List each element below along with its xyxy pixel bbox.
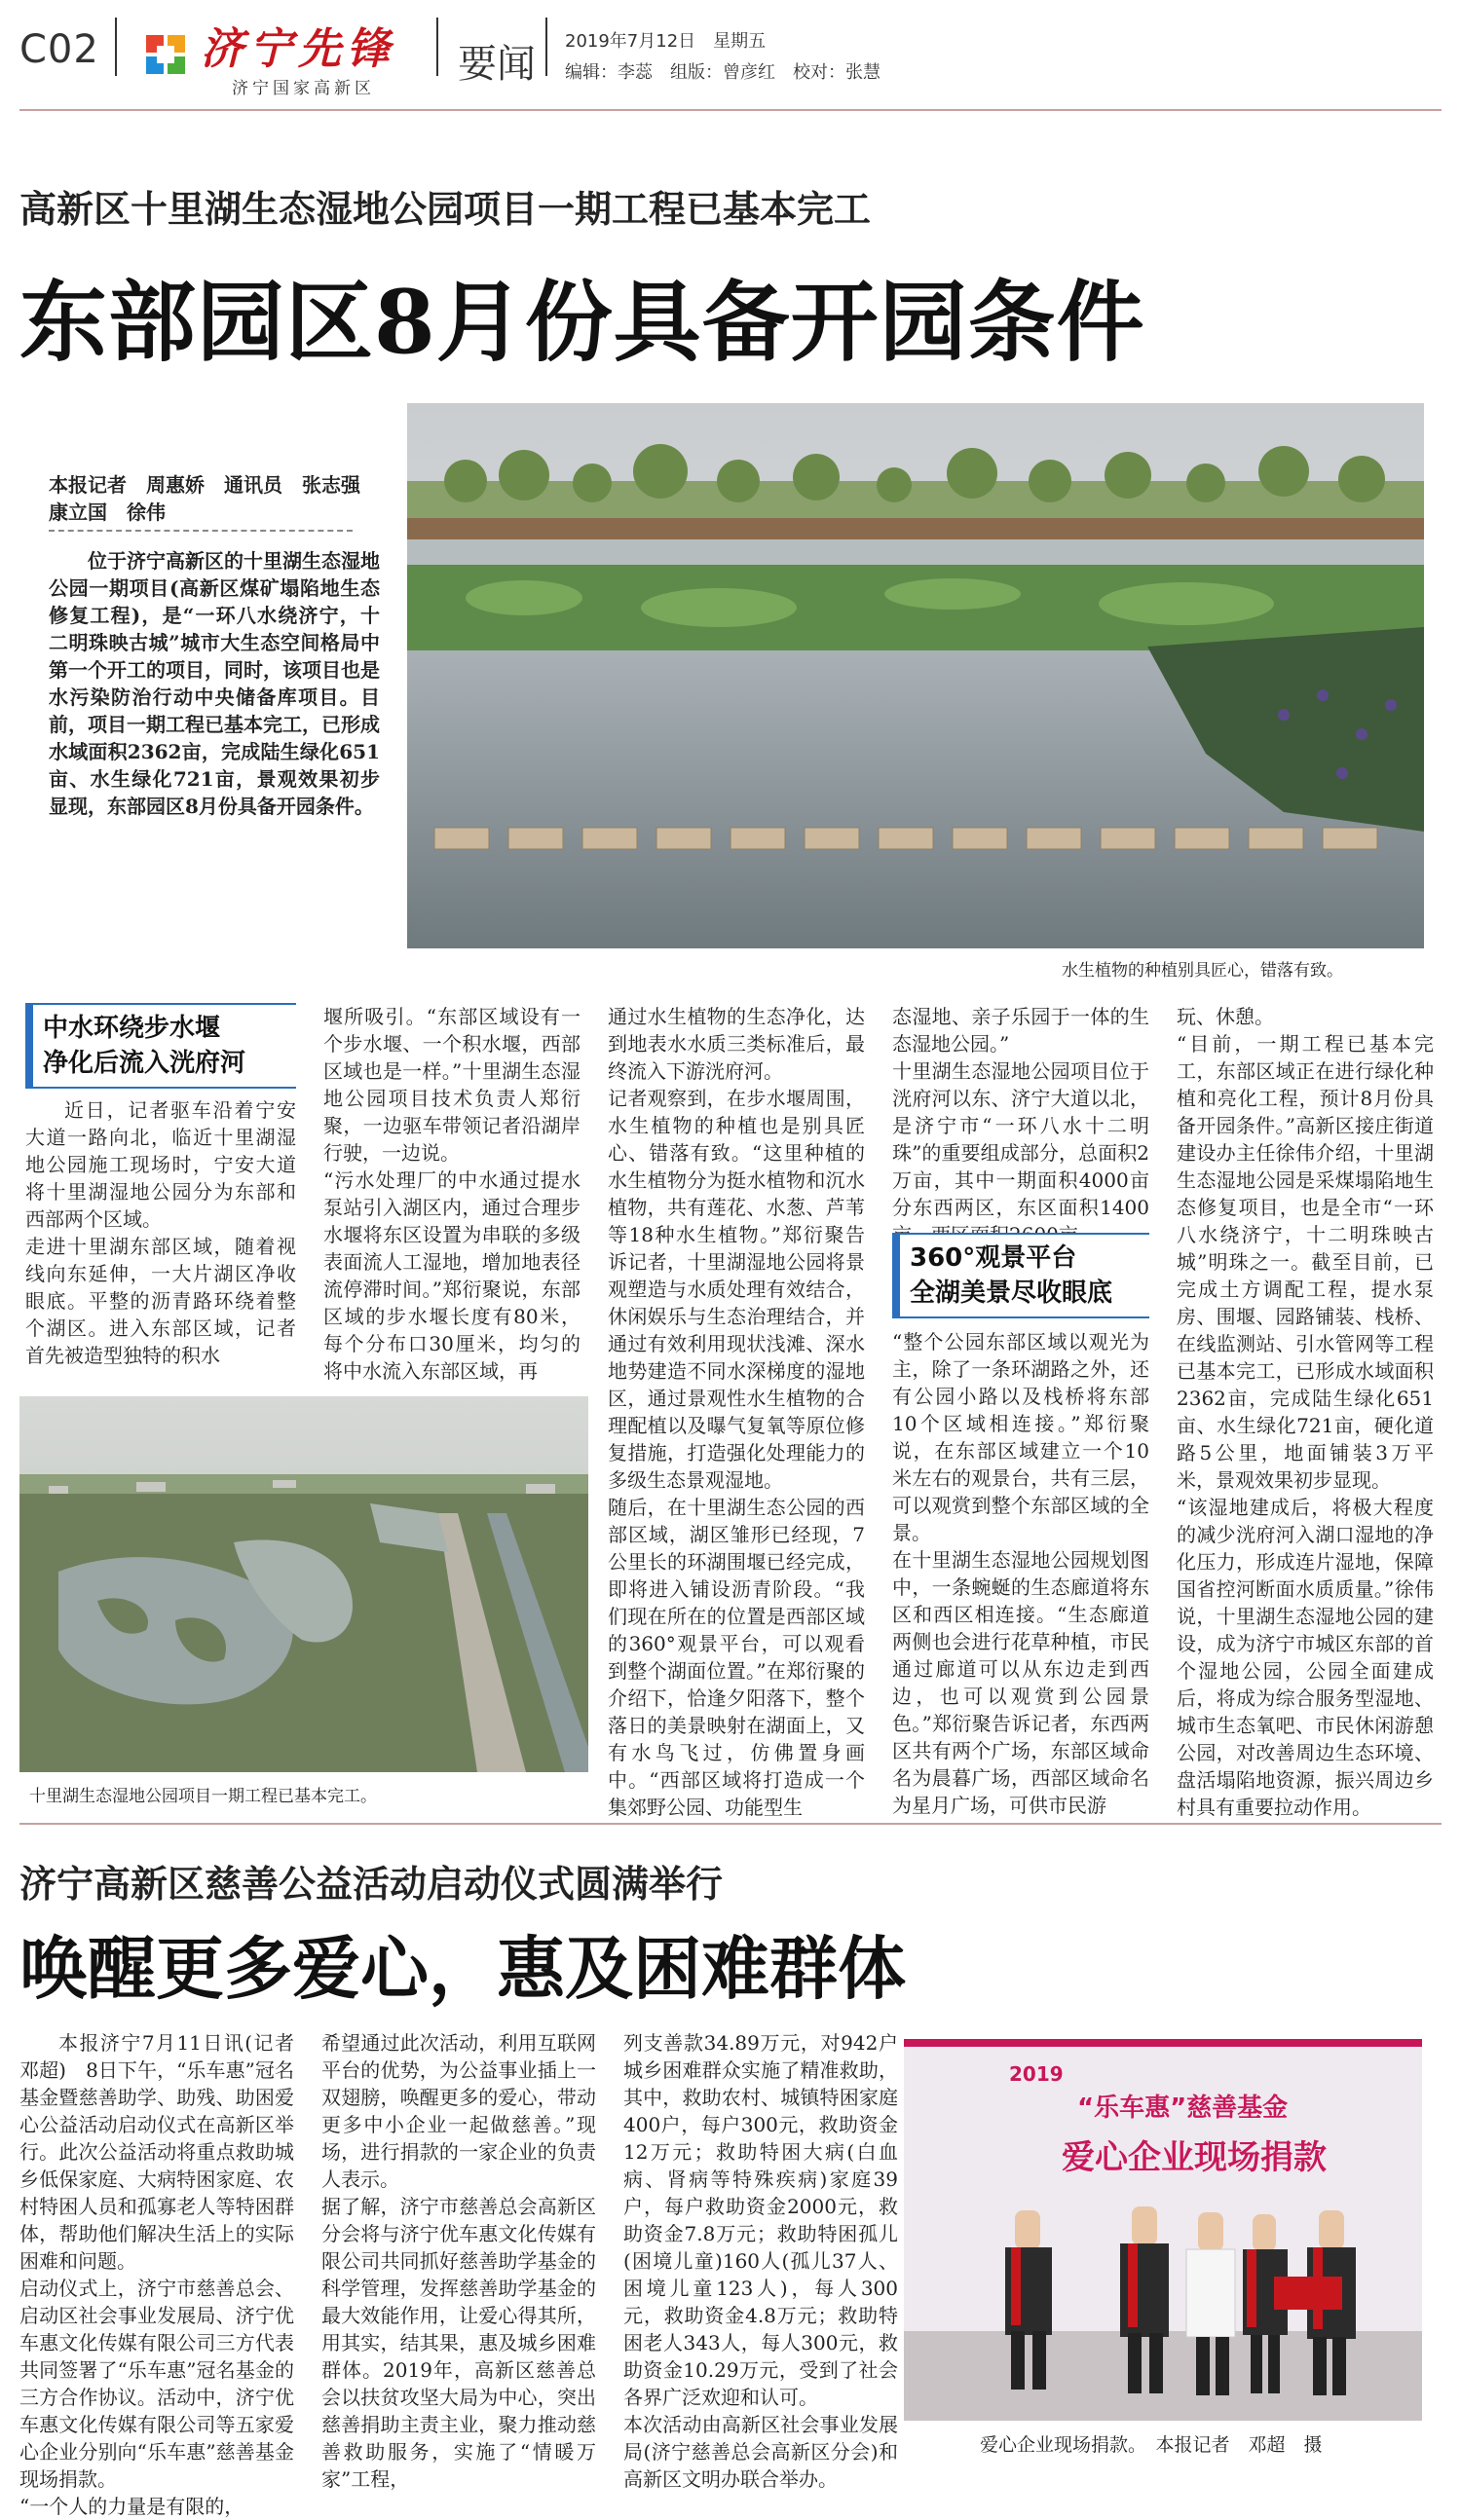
column-text: 堰所吸引。“东部区域设有一个步水堰、一个积水堰，西部区域也是一样。”十里湖生态湿地公园项目技术负责人郑衍聚，一边驱车带领记者沿湖岸行驶，一边说。 “污水处理厂的中水通过提水泵站引入湖区内，通过合理步水堰将东区设置为串联的多级表面流人工湿地，增加地表径流停滞时间。”郑衍聚说，东部区域的步水堰长度有80米，每个分布口30厘米，均匀的将中水流入东部区域，再 [323,1005,581,1383]
column-text: 希望通过此次活动，利用互联网平台的优势，为公益事业插上一双翅膀，唤醒更多的爱心，带动更多中小企业一起做慈善。”现场，进行捐款的一家企业的负责人表示。 据了解，济宁市慈善总会高新区分会将与济宁优车惠文化传媒有限公司共同抓好慈善助学基金的科学管理，发挥慈善助学基金的最大效能作用，让爱心得其所，用其实，结其果，惠及城乡困难群体。2019年，高新区慈善总会以扶贫攻坚大局为中心，突出慈善捐助主责主业，聚力推动慈善救助服务，实施了“情暖万家”工程， [321,2031,596,2491]
article-column-3 [608,1003,865,1819]
subhead-line: 360°观景平台 [910,1243,1077,1273]
column-text: 玩、休憩。 “目前，一期工程已基本完工，东部区域正在进行绿化种植和亮化工程，预计8月份具备开园条件。”高新区接庄街道建设办主任徐伟介绍，十里湖生态湿地公园是采煤塌陷地生态修复项目，也是全市“一环八水绕济宁，十二明珠映古城”明珠之一。截至目前，已完成土方调配工程，提水泵房、围堰、园路铺装、栈桥、在线监测站、引水管网等工程已基本完工，已形成水域面积2362亩，完成陆生绿化651亩、水生绿化721亩，硬化道路5公里，地面铺装3万平米，景观效果初步显现。 “该湿地建成后，将极大程度的减少洸府河入湖口湿地的净化压力，形成连片湿地，保障国省控河断面水质质量。”徐伟说，十里湖生态湿地公园的建设，成为济宁市城区东部的首个湿地公园，公园全面建成后，将成为综合服务型湿地、城市生态氧吧、市民休闲游憩公园，对改善周边生态环境、盘活塌陷地资源，振兴周边乡村具有重要拉动作用。 [1177,1005,1434,1819]
article-headline: 唤醒更多爱心，惠及困难群体 [19,1928,906,2009]
section-name: 要闻 [458,42,536,87]
header-divider [115,18,117,76]
section-subhead [892,1233,1149,1318]
article2-column-3 [623,2029,898,2493]
article-kicker: 济宁高新区慈善公益活动启动仪式圆满举行 [19,1862,724,1906]
article-column-4-bottom [892,1328,1149,1817]
article-column-2 [323,1003,581,1383]
article2-column-1 [19,2029,294,2518]
article-column-4-top [892,1003,1149,1219]
wetland-photo-caption: 水生植物的种植别具匠心，错落有致。 [1062,961,1343,981]
column-text: “整个公园东部区域以观光为主，除了一条环湖路之外，还有公园小路以及栈桥将东部10个区域相连接。”郑衍聚说，在东部区域建立一个10米左右的观景台，共有三层，可以观赏到整个东部区域的全景。 在十里湖生态湿地公园规划图中，一条蜿蜒的生态廊道将东区和西区相连接。“生态廊道两侧也会进行花草种植，市民通过廊道可以从东边走到西边，也可以观赏到公园景色。”郑衍聚告诉记者，东西两区共有两个广场，东部区域命名为晨暮广场，西部区域命名为星月广场，可供市民游 [892,1330,1149,1817]
lead-paragraph: 位于济宁高新区的十里湖生态湿地公园一期项目(高新区煤矿塌陷地生态修复工程)，是“一环八水绕济宁，十二明珠映古城”城市大生态空间格局中第一个开工的项目，同时，该项目也是水污染防治行动中央储备库项目。目前，项目一期工程已基本完工，已形成水域面积2362亩，完成陆生绿化651亩、水生绿化721亩，景观效果初步显现，东部园区8月份具备开园条件。 [49,549,380,818]
donation-photo-caption: 爱心企业现场捐款。 本报记者 邓超 摄 [980,2434,1323,2456]
masthead-title: 济宁先锋 [201,24,395,74]
column-text: 近日，记者驱车沿着宁安大道一路向北，临近十里湖湿地公园施工现场时，宁安大道将十里湖湿地公园分为东部和西部两个区域。 走进十里湖东部区域，随着视线向东延伸，一大片湖区净收眼底。平整的沥青路环绕着整个湖区。进入东部区域，记者首先被造型独特的积水 [25,1098,296,1367]
aerial-photo [19,1396,588,1772]
aerial-photo-caption: 十里湖生态湿地公园项目一期工程已基本完工。 [29,1787,377,1806]
article-lead [49,547,380,820]
byline: 本报记者 周惠娇 通讯员 张志强 康立国 徐伟 [49,473,380,524]
article-kicker: 高新区十里湖生态湿地公园项目一期工程已基本完工 [19,187,872,231]
header-rule [19,109,1442,111]
issue-date: 2019年7月12日 星期五 [565,31,767,52]
article-headline: 东部园区8月份具备开园条件 [19,271,1145,374]
banner-year: 2019 [1009,2062,1064,2086]
column-text: 通过水生植物的生态净化，达到地表水水质三类标准后，最终流入下游洸府河。 记者观察到，在步水堰周围，水生植物的种植也是别具匠心、错落有致。“这里种植的水生植物分为挺水植物和沉水植物，共有莲花、水葱、芦苇等18种水生植物。”郑衍聚告诉记者，十里湖湿地公园将景观塑造与水质处理有效结合，休闲娱乐与生态治理结合，并通过有效利用现状浅滩、深水地势建造不同水深梯度的湿地区，通过景观性水生植物的合理配植以及曝气复氧等原位修复措施，打造强化处理能力的多级生态景观湿地。 随后，在十里湖生态公园的西部区域，湖区雏形已经现，7公里长的环湖围堰已经完成，即将进入铺设沥青阶段。“我们现在所在的位置是西部区域的360°观景平台，可以观看到整个湖面位置。”在郑衍聚的介绍下，恰逢夕阳落下，整个落日的美景映射在湖面上，又有水鸟飞过，仿佛置身画中。“西部区域将打造成一个集郊野公园、功能型生 [608,1005,865,1819]
byline-rule [49,530,353,532]
column-text: 本报济宁7月11日讯(记者邓超) 8日下午，“乐车惠”冠名基金暨慈善助学、助残、助困爱心公益活动启动仪式在高新区举行。此次公益活动将重点救助城乡低保家庭、大病特困家庭、农村特困人员和孤寡老人等特困群体，帮助他们解决生活上的实际困难和问题。 启动仪式上，济宁市慈善总会、启动区社会事业发展局、济宁优车惠文化传媒有限公司三方代表共同签署了“乐车惠”冠名基金的三方合作协议。活动中，济宁优车惠文化传媒有限公司等五家爱心企业分别向“乐车惠”慈善基金现场捐款。 “一个人的力量是有限的， [19,2031,294,2518]
editor-credits: 编辑：李蕊 组版：曾彦红 校对：张慧 [565,62,880,83]
header-divider [545,18,547,76]
banner-main: 爱心企业现场捐款 [1062,2138,1327,2177]
subhead-line: 全湖美景尽收眼底 [910,1279,1113,1308]
donation-photo [904,2039,1422,2421]
article-column-5 [1177,1003,1434,1819]
masthead-subtitle: 济宁国家高新区 [232,79,375,98]
article-column-1 [25,1096,296,1379]
page-code: C02 [19,27,99,72]
header-divider [436,18,438,76]
article2-column-2 [321,2029,596,2493]
subhead-line: 净化后流入洸府河 [43,1049,246,1078]
subhead-line: 中水环绕步水堰 [43,1014,221,1043]
masthead-logo [142,31,189,78]
wetland-photo [407,403,1424,948]
column-text: 态湿地、亲子乐园于一体的生态湿地公园。” 十里湖生态湿地公园项目位于洸府河以东、济宁大道以北，是济宁市“一环八水十二明珠”的重要组成部分，总面积2万亩，其中一期面积4000亩分东西两区，东区面积1400 [892,1005,1149,1219]
section-subhead [25,1003,296,1089]
column-text: 列支善款34.89万元，对942户城乡困难群众实施了精准救助，其中，救助农村、城镇特困家庭400户，每户300元，救助资金12万元；救助特困大病(白血病、肾病等特殊疾病)家庭39户，每户救助资金2000元，救助资金7.8万元；救助特困孤儿(困境儿童)160人(孤儿37人、困境儿童123人)，每人300元，救助资金4.8万元；救助特困老人343人，每人300元，救助资金10.29万元，受到了社会各界广泛欢迎和认可。 本次活动由高新区社会事业发展局(济宁慈善总会高新区分会)和高新区文明办联合举办。 [623,2031,898,2491]
article-divider [19,1823,1442,1825]
banner-title: “乐车惠”慈善基金 [1077,2094,1289,2123]
